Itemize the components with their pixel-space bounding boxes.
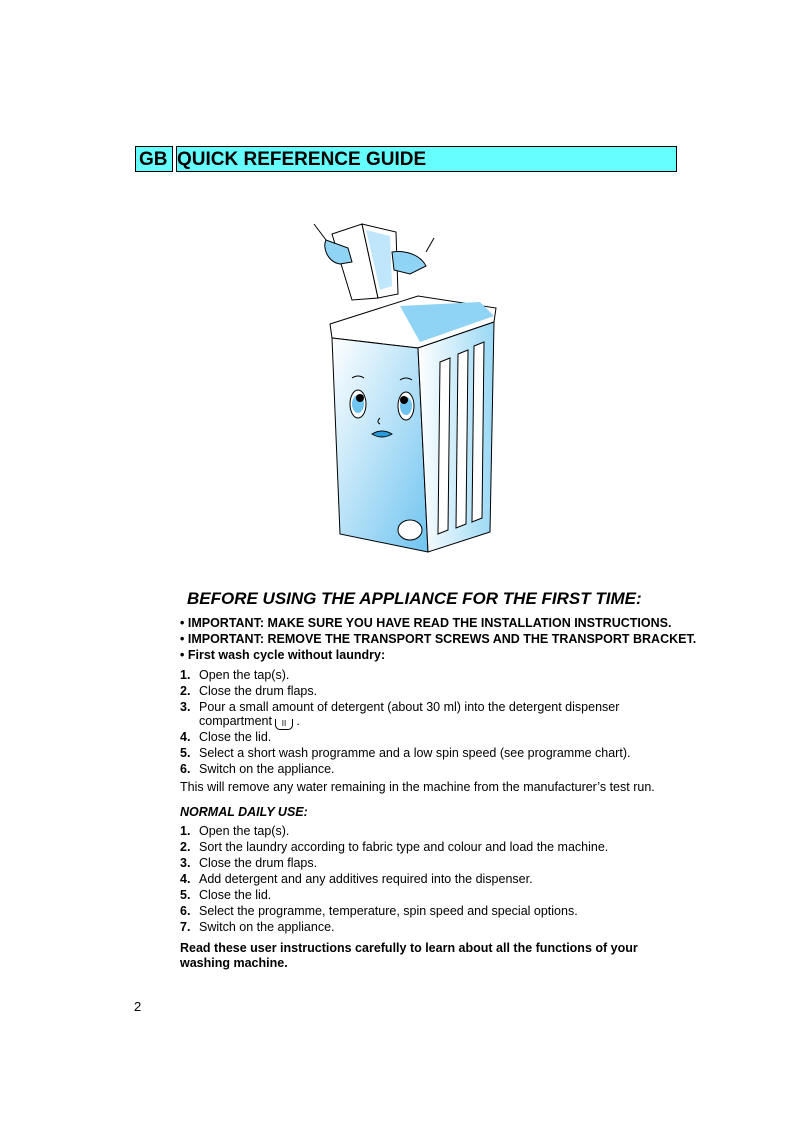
page-title: QUICK REFERENCE GUIDE [176, 146, 677, 172]
detergent-compartment-icon: II [275, 719, 293, 730]
daily-use-title: NORMAL DAILY USE: [180, 805, 308, 819]
final-note: Read these user instructions carefully to learn about all the functions of your washing machine. [180, 941, 638, 970]
bullet-transport-screws: • IMPORTANT: REMOVE THE TRANSPORT SCREWS AND THE TRANSPORT BRACKET. [180, 632, 697, 646]
bullet-first-wash: • First wash cycle without laundry: [180, 648, 386, 662]
section-title: BEFORE USING THE APPLIANCE FOR THE FIRST TIME: [187, 589, 642, 608]
language-tag: GB [135, 146, 173, 172]
bullet-installation: • IMPORTANT: MAKE SURE YOU HAVE READ THE INSTALLATION INSTRUCTIONS. [180, 616, 672, 630]
first-wash-note: This will remove any water remaining in the machine from the manufacturer’s test run. [180, 780, 655, 794]
page-number: 2 [134, 999, 142, 1014]
washing-machine-illustration [300, 212, 500, 572]
